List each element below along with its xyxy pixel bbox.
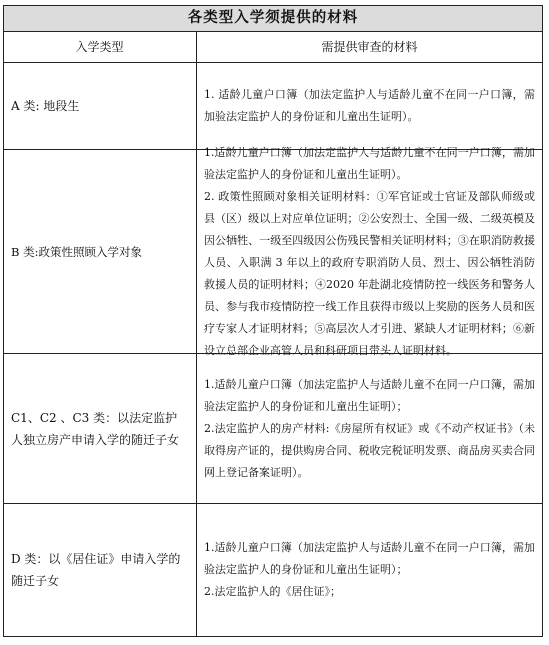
- material-item: 1.适龄儿童户口簿（加法定监护人与适龄儿童不在同一户口簿，需加验法定监护人的身份证和儿童出生证明）。: [204, 145, 535, 181]
- row-type: B 类:政策性照顾入学对象: [4, 150, 197, 353]
- row-materials: [197, 354, 542, 503]
- row-type: A 类: 地段生: [4, 63, 197, 149]
- materials-table: [3, 5, 543, 637]
- row-type: C1、C2 、C3 类：以法定监护人独立房产申请入学的随迁子女: [4, 354, 197, 503]
- material-item: 2.法定监护人的房产材料:《房屋所有权证》或《不动产权证书》（未取得房产证的，提供购房合同、税收完税证明发票、商品房买卖合同网上登记备案证明）。: [204, 421, 535, 479]
- header-type: 入学类型: [4, 32, 197, 62]
- row-materials: [197, 145, 542, 357]
- row-materials: [197, 504, 542, 636]
- row-materials: [197, 63, 542, 149]
- table-row-d: [4, 504, 542, 636]
- header-materials: 需提供审查的材料: [321, 40, 418, 54]
- table-title: 各类型入学须提供的材料: [4, 6, 542, 32]
- material-item: 2.法定监护人的《居住证》；: [204, 585, 341, 598]
- row-type: D 类：以《居住证》申请入学的随迁子女: [4, 504, 197, 636]
- table-row-a: [4, 63, 542, 150]
- material-item: 1.适龄儿童户口簿（加法定监护人与适龄儿童不在同一户口簿，需加验法定监护人的身份证和儿童出生证明）；: [204, 541, 535, 576]
- table-row-b: [4, 145, 542, 357]
- material-item: 1.适龄儿童户口簿（加法定监护人与适龄儿童不在同一户口簿，需加验法定监护人的身份证和儿童出生证明）；: [204, 377, 535, 413]
- table-header-row: [4, 32, 542, 63]
- material-item: 1. 适龄儿童户口簿（加法定监护人与适龄儿童不在同一户口簿，需加验法定监护人的身份证和儿童出生证明）。: [204, 88, 535, 123]
- material-item: 2. 政策性照顾对象相关证明材料：①军官证或士官证及部队师级或县（区）级以上对应单位证明；②公安烈士、全国一级、二级英模及因公牺牲、一级至四级因公伤残民警相关证明材料；③在职消防救援人员、入职满 3 年以上的政府专职消防人员、烈士、因公牺牲消防救援人员的证明材料；④2020 年赴湖北疫情防控一线医务和警务人员、参与我市疫情防控一线工作且获得市级以上奖励的医务人员和医疗专家人才证明材料；⑤高层次人才引进、紧缺人才证明材料；⑥新设立总部企业高管人员和科研项目带头人证明材料。: [204, 189, 535, 357]
- table-row-c: [4, 354, 542, 504]
